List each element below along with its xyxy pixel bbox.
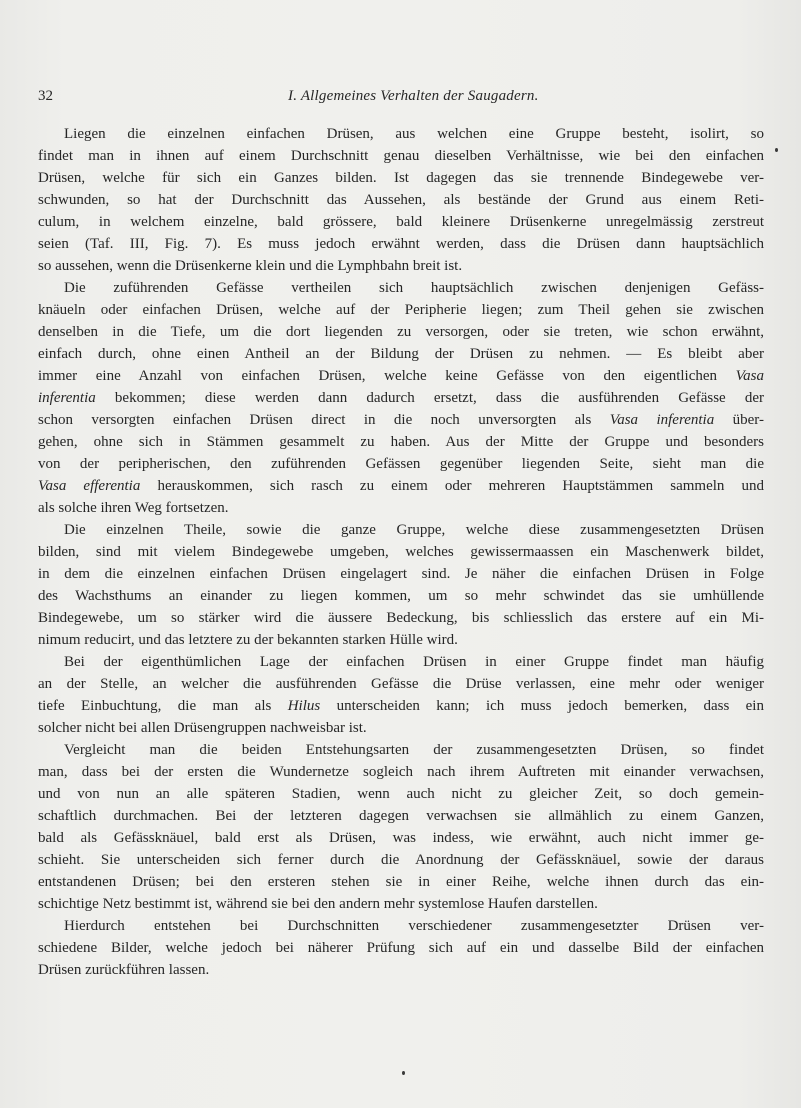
text-line: culum, in welchem einzelne, bald grössere, bald kleinere Drüsenkerne unregelmässig zerstreut <box>38 214 764 230</box>
text-line: in dem die einzelnen einfachen Drüsen eingelagert sind. Je näher die einfachen Drüsen in Folge <box>38 566 764 582</box>
paragraph <box>38 651 764 739</box>
text-line: Vergleicht man die beiden Entstehungsarten der zusammengesetzten Drüsen, so findet <box>64 742 764 758</box>
text-line: an der Stelle, an welcher die ausführenden Gefässe die Drüse verlassen, eine mehr oder weniger <box>38 676 764 692</box>
text-line: des Wachsthums an einander zu liegen kommen, um so mehr schwindet das sie umhüllende <box>38 588 764 604</box>
text-line: schieht. Sie unterscheiden sich ferner durch die Anordnung der Gefässknäuel, sowie der daraus <box>38 852 764 868</box>
text-line: Bindegewebe, um so stärker wird die äussere Bedeckung, bis schliesslich das erstere auf ein Mi- <box>38 610 764 626</box>
text-line: seien (Taf. III, Fig. 7). Es muss jedoch erwähnt werden, dass die Drüsen dann hauptsächlich <box>38 236 764 252</box>
text-line: Die einzelnen Theile, sowie die ganze Gruppe, welche diese zusammengesetzten Drüsen <box>64 522 764 538</box>
text-line: schwunden, so hat der Durchschnitt das Aussehen, als bestände der Grund aus einem Reti- <box>38 192 764 208</box>
paragraph <box>38 739 764 915</box>
text-line: bald als Gefässknäuel, bald erst als Drüsen, was indess, wie erwähnt, auch nicht immer ge- <box>38 830 764 846</box>
paper-speck <box>775 148 778 152</box>
text-line: entstandenen Drüsen; bei den ersteren stehen sie in einer Reihe, welche ihnen durch das ein- <box>38 874 764 890</box>
text-line: gehen, ohne sich in Stämmen gesammelt zu haben. Aus der Mitte der Gruppe und besonders <box>38 434 764 450</box>
text-line: schichtige Netz bestimmt ist, während sie bei den andern mehr systemlose Haufen darstellen. <box>38 896 598 912</box>
text-line: solcher nicht bei allen Drüsengruppen nachweisbar ist. <box>38 720 367 736</box>
text-line: schiedene Bilder, welche jedoch bei näherer Prüfung sich auf ein und dasselbe Bild der einfachen <box>38 940 764 956</box>
running-title: I. Allgemeines Verhalten der Saugadern. <box>288 88 539 104</box>
text-line: nimum reducirt, und das letztere zu der bekannten starken Hülle wird. <box>38 632 458 648</box>
paragraph <box>38 915 764 981</box>
paragraph <box>38 519 764 651</box>
text-line: denselben in die Tiefe, um die dort liegenden zu versorgen, oder sie treten, wie schon erwähnt, <box>38 324 764 340</box>
text-line: Drüsen zurückführen lassen. <box>38 962 210 978</box>
page-number: 32 <box>38 88 53 104</box>
text-line: knäueln oder einfachen Drüsen, welche auf der Peripherie liegen; zum Theil gehen sie zwischen <box>38 302 764 318</box>
text-line: inferentia bekommen; diese werden dann dadurch ersetzt, dass die ausführenden Gefässe der <box>38 390 764 406</box>
page-header <box>38 88 768 110</box>
text-line: schon versorgten einfachen Drüsen direct in die noch unversorgten als Vasa inferentia über- <box>38 412 764 428</box>
text-line: als solche ihren Weg fortsetzen. <box>38 500 229 516</box>
paragraph <box>38 123 764 277</box>
text-line: Liegen die einzelnen einfachen Drüsen, aus welchen eine Gruppe besteht, isolirt, so <box>64 126 764 142</box>
text-line: schaftlich durchmachen. Bei der letzteren dagegen verwachsen sie allmählich zu einem Ganzen, <box>38 808 764 824</box>
text-line: Hierdurch entstehen bei Durchschnitten verschiedener zusammengesetzter Drüsen ver- <box>64 918 764 934</box>
text-line: Die zuführenden Gefässe vertheilen sich hauptsächlich zwischen denjenigen Gefäss- <box>64 280 764 296</box>
text-line: man, dass bei der ersten die Wundernetze sogleich nach ihrem Auftreten mit einander verwachsen, <box>38 764 764 780</box>
text-line: bilden, sind mit vielem Bindegewebe umgeben, welches gewissermaassen ein Maschenwerk bildet, <box>38 544 764 560</box>
text-line: so aussehen, wenn die Drüsenkerne klein und die Lymphbahn breit ist. <box>38 258 463 274</box>
paper-speck <box>402 1071 405 1075</box>
text-line: Bei der eigenthümlichen Lage der einfachen Drüsen in einer Gruppe findet man häufig <box>64 654 764 670</box>
text-line: tiefe Einbuchtung, die man als Hilus unterscheiden kann; ich muss jedoch bemerken, dass ein <box>38 698 764 714</box>
text-line: immer eine Anzahl von einfachen Drüsen, welche keine Gefässe von den eigentlichen Vasa <box>38 368 764 384</box>
text-line: Drüsen, welche für sich ein Ganzes bilden. Ist dagegen das sie trennende Bindegewebe ver- <box>38 170 764 186</box>
text-line: von der peripherischen, den zuführenden Gefässen gegenüber liegenden Seite, sieht man die <box>38 456 764 472</box>
text-line: einfach durch, ohne einen Antheil an der Bildung der Drüsen zu nehmen. — Es bleibt aber <box>38 346 764 362</box>
text-line: Vasa efferentia herauskommen, sich rasch zu einem oder mehreren Hauptstämmen sammeln und <box>38 478 764 494</box>
text-line: findet man in ihnen auf einem Durchschnitt genau dieselben Verhältnisse, wie bei den einfachen <box>38 148 764 164</box>
paragraph <box>38 277 764 519</box>
text-line: und von nun an alle späteren Stadien, wenn auch nicht zu gleicher Zeit, so doch gemein- <box>38 786 764 802</box>
body-text <box>38 123 764 981</box>
